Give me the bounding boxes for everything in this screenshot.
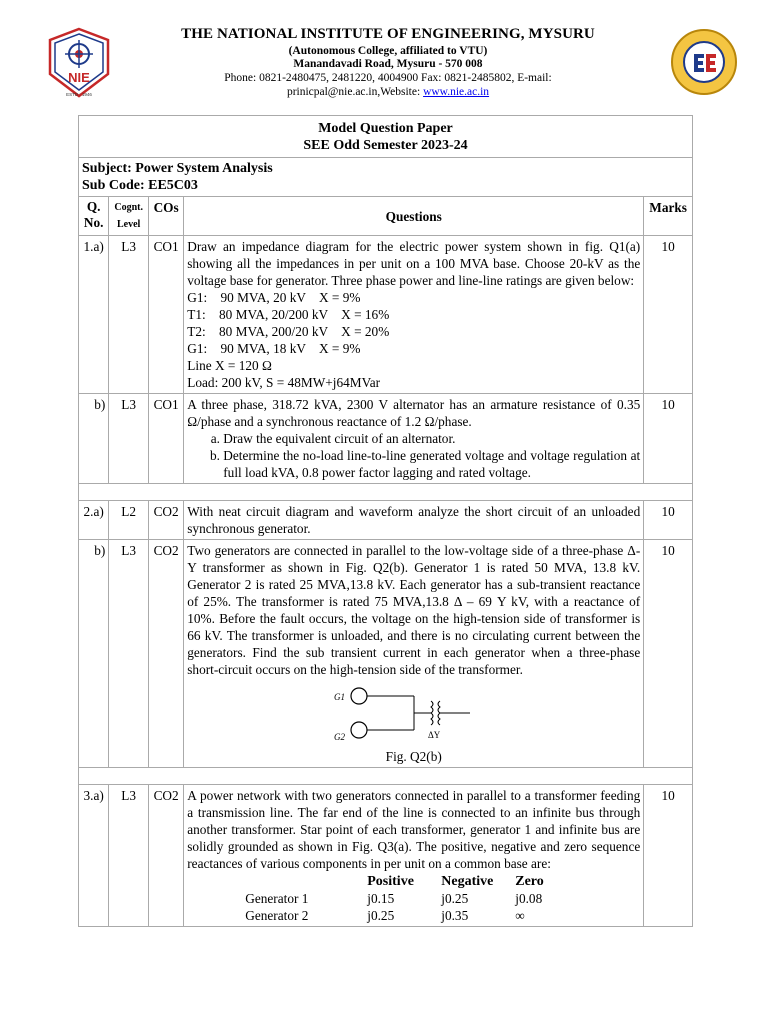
qno: 3.a)	[79, 785, 109, 927]
subject-code: Sub Code: EE5C03	[82, 178, 198, 193]
contact-line	[120, 71, 656, 99]
level: L3	[109, 785, 149, 927]
logo-left-text: NIE	[68, 70, 90, 85]
question-row-1b	[79, 394, 693, 484]
co: CO1	[149, 236, 184, 394]
qno: 2.a)	[79, 501, 109, 540]
contact-line-1: Phone: 0821-2480475, 2481220, 4004900 Fax: 0821-2485802, E-mail:	[224, 72, 552, 84]
generator-1-symbol	[351, 688, 367, 704]
question-row-2b	[79, 540, 693, 768]
fig-q2b-diagram	[187, 678, 640, 748]
rating-line: G1: 90 MVA, 18 kV X = 9%	[187, 341, 361, 356]
seq-header-cell: Positive	[367, 874, 414, 889]
question-text	[184, 540, 644, 768]
question-text	[184, 394, 644, 484]
transformer-secondary	[438, 701, 440, 725]
logo-left-estd: ESTD : 1946	[66, 92, 92, 97]
transformer-primary	[431, 701, 433, 725]
spacer-row	[79, 768, 693, 785]
col-questions: Questions	[184, 197, 644, 236]
subject-name: Subject: Power System Analysis	[82, 161, 273, 176]
marks: 10	[644, 394, 693, 484]
autonomous-line: (Autonomous College, affiliated to VTU)	[288, 45, 488, 57]
seq-cell: j0.35	[441, 908, 469, 923]
seq-cell: Generator 1	[245, 891, 309, 906]
email-text: prinicpal@nie.ac.in,Website:	[286, 86, 424, 98]
level: L3	[109, 540, 149, 768]
rating-line: Line X = 120 Ω	[187, 358, 272, 373]
question-text	[184, 785, 644, 927]
sequence-reactance-table	[187, 873, 640, 924]
nie-logo	[44, 26, 114, 98]
seq-header-cell	[187, 873, 367, 890]
paper-title: Model Question Paper	[318, 121, 453, 136]
col-cos: COs	[149, 197, 184, 236]
seq-cell: j0.08	[515, 891, 543, 906]
q1b-text: A three phase, 318.72 kVA, 2300 V alternator has an armature resistance of 0.35 Ω/phase and a synchronous reactance of 1.2 Ω/phase.	[187, 397, 641, 429]
q1a-ratings	[187, 289, 640, 391]
co: CO1	[149, 394, 184, 484]
header-text	[120, 26, 656, 99]
marks: 10	[644, 236, 693, 394]
marks: 10	[644, 501, 693, 540]
question-text: With neat circuit diagram and waveform analyze the short circuit of an unloaded synchronous generator.	[184, 501, 644, 540]
co: CO2	[149, 540, 184, 768]
ee-dept-logo	[670, 28, 738, 96]
rating-line: T1: 80 MVA, 20/200 kV X = 16%	[187, 307, 390, 322]
question-paper-table	[78, 115, 693, 927]
seq-header-cell: Negative	[441, 874, 494, 889]
co: CO2	[149, 785, 184, 927]
seq-cell: ∞	[515, 908, 525, 923]
generator-2-symbol	[351, 722, 367, 738]
fig-g1-label: G1	[334, 692, 346, 702]
subject-row	[79, 158, 693, 197]
qno: b)	[79, 394, 109, 484]
q1a-text: Draw an impedance diagram for the electric power system shown in fig. Q1(a) showing all the impedances in per unit on a 100 MVA base. Choose 20-kV as the voltage base for generator. Three phase power and line-line ratings are given below:	[187, 239, 641, 288]
address-line: Manandavadi Road, Mysuru - 570 008	[293, 58, 483, 70]
title-row	[79, 116, 693, 158]
seq-cell: j0.25	[367, 908, 395, 923]
level: L3	[109, 236, 149, 394]
q3a-text: A power network with two generators connected in parallel to a transformer feeding a transmission line. The far end of the line is connected to an infinite bus through another transformer. Star point of each transformer, generator 1 and infinite bus are solidly grounded as shown in Fig. Q3(a). The positive, negative and zero sequence reactances of various components in per unit on a common base are:	[187, 788, 641, 871]
seq-row	[187, 907, 640, 924]
sub-part: a. Draw the equivalent circuit of an alternator.	[223, 430, 640, 447]
rating-line: G1: 90 MVA, 20 kV X = 9%	[187, 290, 361, 305]
question-text	[184, 236, 644, 394]
marks: 10	[644, 785, 693, 927]
website-link[interactable]: www.nie.ac.in	[423, 86, 490, 98]
col-qno: Q. No.	[79, 197, 109, 236]
qno: b)	[79, 540, 109, 768]
column-header-row	[79, 197, 693, 236]
fig-delta-y-label: ΔY	[428, 730, 441, 740]
co: CO2	[149, 501, 184, 540]
page-header	[0, 0, 768, 110]
seq-header-row	[187, 873, 640, 890]
seq-header-cell: Zero	[515, 874, 544, 889]
qno: 1.a)	[79, 236, 109, 394]
col-level: Cognt. Level	[109, 197, 149, 236]
seq-cell: j0.15	[367, 891, 395, 906]
seq-cell: Generator 2	[245, 908, 309, 923]
fig-g2-label: G2	[334, 732, 346, 742]
rating-line: Load: 200 kV, S = 48MW+j64MVar	[187, 375, 381, 390]
institute-name: THE NATIONAL INSTITUTE OF ENGINEERING, MYSURU	[181, 26, 595, 42]
seq-row	[187, 890, 640, 907]
rating-line: T2: 80 MVA, 200/20 kV X = 20%	[187, 324, 390, 339]
paper-semester: SEE Odd Semester 2023-24	[303, 138, 468, 153]
spacer-row	[79, 484, 693, 501]
col-marks: Marks	[644, 197, 693, 236]
fig-q2b-caption: Fig. Q2(b)	[385, 749, 442, 764]
question-row-3a	[79, 785, 693, 927]
contact-line-2	[120, 85, 656, 99]
question-row-2a	[79, 501, 693, 540]
seq-cell: j0.25	[441, 891, 469, 906]
fig-q2b	[187, 678, 640, 748]
sub-part: b. Determine the no-load line-to-line generated voltage and voltage regulation at full load kVA, 0.8 power factor lagging and rated voltage.	[223, 447, 640, 481]
level: L3	[109, 394, 149, 484]
marks: 10	[644, 540, 693, 768]
level: L2	[109, 501, 149, 540]
q2b-text: Two generators are connected in parallel to the low-voltage side of a three-phase Δ-Y transformer as shown in Fig. Q2(b). Generator 1 is rated 50 MVA, 13.8 kV. Generator 2 is rated 25 MVA,13.8 kV. Each generator has a sub-transient reactance of 25%. The transformer is rated 75 MVA,13.8 Δ – 69 Y kV, with a reactance of 10%. Before the fault occurs, the voltage on the high-tension side of transformer is 66 kV. The transformer is unloaded, and there is no circulating current between the generators. Find the sub transient current in each generator when a three-phase short-circuit occurs on the high-tension side of the transformer.	[187, 543, 641, 677]
question-row-1a	[79, 236, 693, 394]
q1b-parts	[187, 430, 640, 481]
